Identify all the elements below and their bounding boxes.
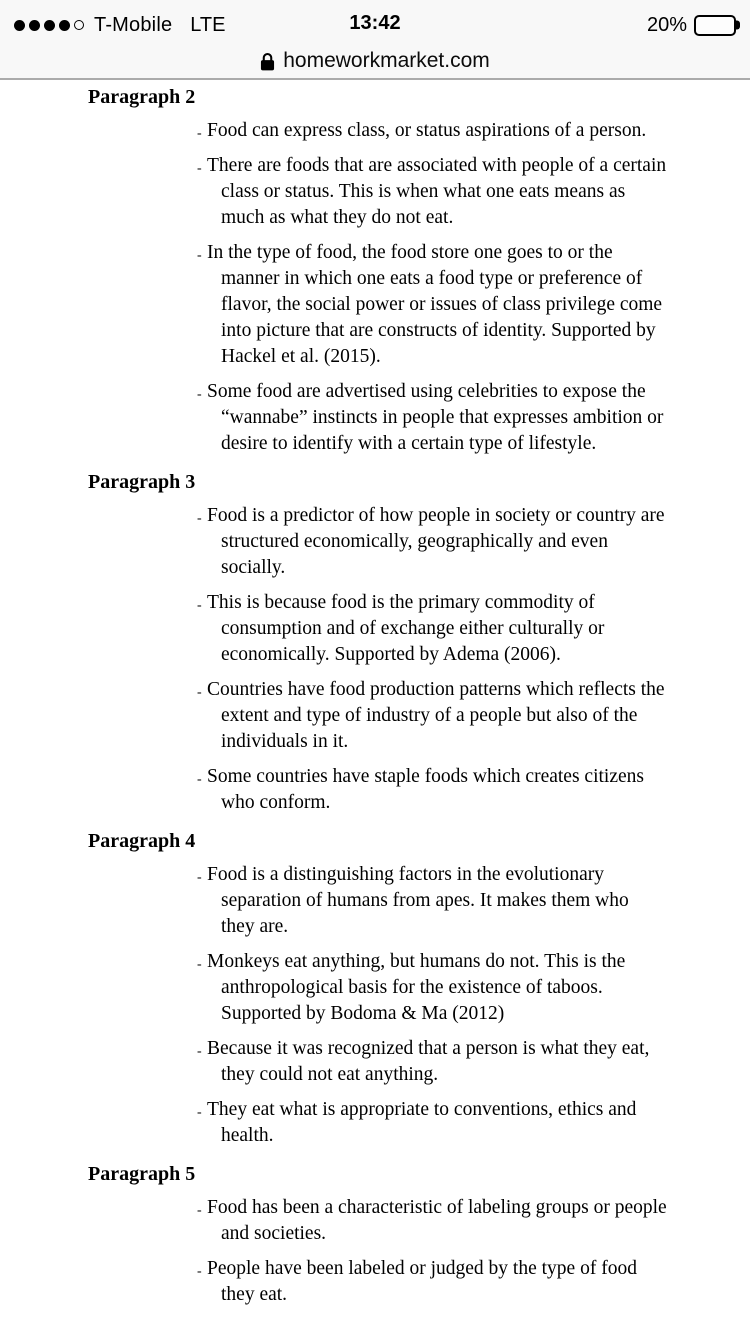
bullet-item <box>197 764 667 816</box>
network-type-label: LTE <box>190 13 226 36</box>
bullet-text: Countries have food production patterns which reflects the extent and type of industry of a people but also of the individuals in it. <box>207 679 665 752</box>
bullet-list <box>197 1195 667 1308</box>
section-paragraph-2 <box>0 84 750 457</box>
document-page[interactable] <box>0 80 750 1334</box>
section-heading: Paragraph 5 <box>88 1163 196 1185</box>
address-bar[interactable] <box>0 44 750 78</box>
section-paragraph-5 <box>0 1161 750 1308</box>
bullet-dash: - <box>197 387 202 402</box>
bullet-text: Monkeys eat anything, but humans do not. This is the anthropological basis for the existence of taboos. Supported by Bodoma & Ma (2012) <box>207 951 626 1024</box>
status-bar <box>0 0 750 44</box>
bullet-text: Food has been a characteristic of labeling groups or people and societies. <box>207 1197 667 1244</box>
bullet-dash: - <box>197 161 202 176</box>
section-paragraph-3 <box>0 469 750 816</box>
bullet-text: Food is a predictor of how people in society or country are structured economically, geographically and even socially. <box>207 505 665 578</box>
bullet-item <box>197 1036 667 1088</box>
lock-icon <box>260 52 275 71</box>
bullet-text: This is because food is the primary commodity of consumption and of exchange either culturally or economically. Supported by Adema (2006). <box>207 592 605 665</box>
bullet-dash: - <box>197 1044 202 1059</box>
bullet-text: Food can express class, or status aspirations of a person. <box>207 120 647 141</box>
clock-label: 13:42 <box>349 12 401 34</box>
bullet-list <box>197 118 667 457</box>
url-host-label: homeworkmarket.com <box>283 49 490 72</box>
carrier-label: T-Mobile <box>94 13 173 36</box>
bullet-dash: - <box>197 1264 202 1279</box>
bullet-item <box>197 949 667 1027</box>
bullet-dash: - <box>197 511 202 526</box>
bullet-dash: - <box>197 248 202 263</box>
bullet-dash: - <box>197 685 202 700</box>
section-heading: Paragraph 4 <box>88 830 196 852</box>
bullet-dash: - <box>197 957 202 972</box>
bullet-item-partial <box>197 1256 667 1308</box>
section-heading: Paragraph 3 <box>88 471 196 493</box>
bullet-text: In the type of food, the food store one goes to or the manner in which one eats a food type or preference of flavor, the social power or issues of class privilege come into picture that are constructs of identity. Supported by Hackel et al. (2015). <box>207 242 663 367</box>
bullet-item <box>197 1195 667 1247</box>
bullet-dash: - <box>197 772 202 787</box>
bullet-text: There are foods that are associated with people of a certain class or status. This is when what one eats means as much as what they do not eat. <box>207 155 667 228</box>
bullet-dash: - <box>197 1105 202 1120</box>
bullet-dash: - <box>197 126 202 141</box>
bullet-text: They eat what is appropriate to conventions, ethics and health. <box>207 1099 637 1146</box>
battery-percent-label: 20% <box>646 13 687 36</box>
battery-icon <box>694 15 736 36</box>
bullet-dash: - <box>197 870 202 885</box>
bullet-item <box>197 503 667 581</box>
bullet-dash: - <box>197 598 202 613</box>
bullet-item <box>197 1097 667 1149</box>
battery-status <box>647 14 736 37</box>
bullet-text: Because it was recognized that a person is what they eat, they could not eat anything. <box>207 1038 650 1085</box>
bullet-text: Some countries have staple foods which creates citizens who conform. <box>207 766 644 813</box>
bullet-text: Food is a distinguishing factors in the evolutionary separation of humans from apes. It makes them who they are. <box>207 864 629 937</box>
battery-nub <box>736 21 740 30</box>
section-heading: Paragraph 2 <box>88 86 196 108</box>
browser-chrome <box>0 0 750 80</box>
bullet-item <box>197 590 667 668</box>
bullet-item <box>197 240 667 370</box>
bullet-text: Some food are advertised using celebrities to expose the “wannabe” instincts in people that expresses ambition or desire to identify with a certain type of lifestyle. <box>207 381 664 454</box>
bullet-list <box>197 862 667 1149</box>
bullet-item <box>197 862 667 940</box>
bullet-item <box>197 677 667 755</box>
bullet-dash: - <box>197 1203 202 1218</box>
bullet-text-partial: People have been labeled or judged by the type of food they eat. <box>207 1258 637 1305</box>
bullet-item <box>197 118 667 144</box>
bullet-item <box>197 379 667 457</box>
bullet-list <box>197 503 667 816</box>
bullet-item <box>197 153 667 231</box>
section-paragraph-4 <box>0 828 750 1149</box>
